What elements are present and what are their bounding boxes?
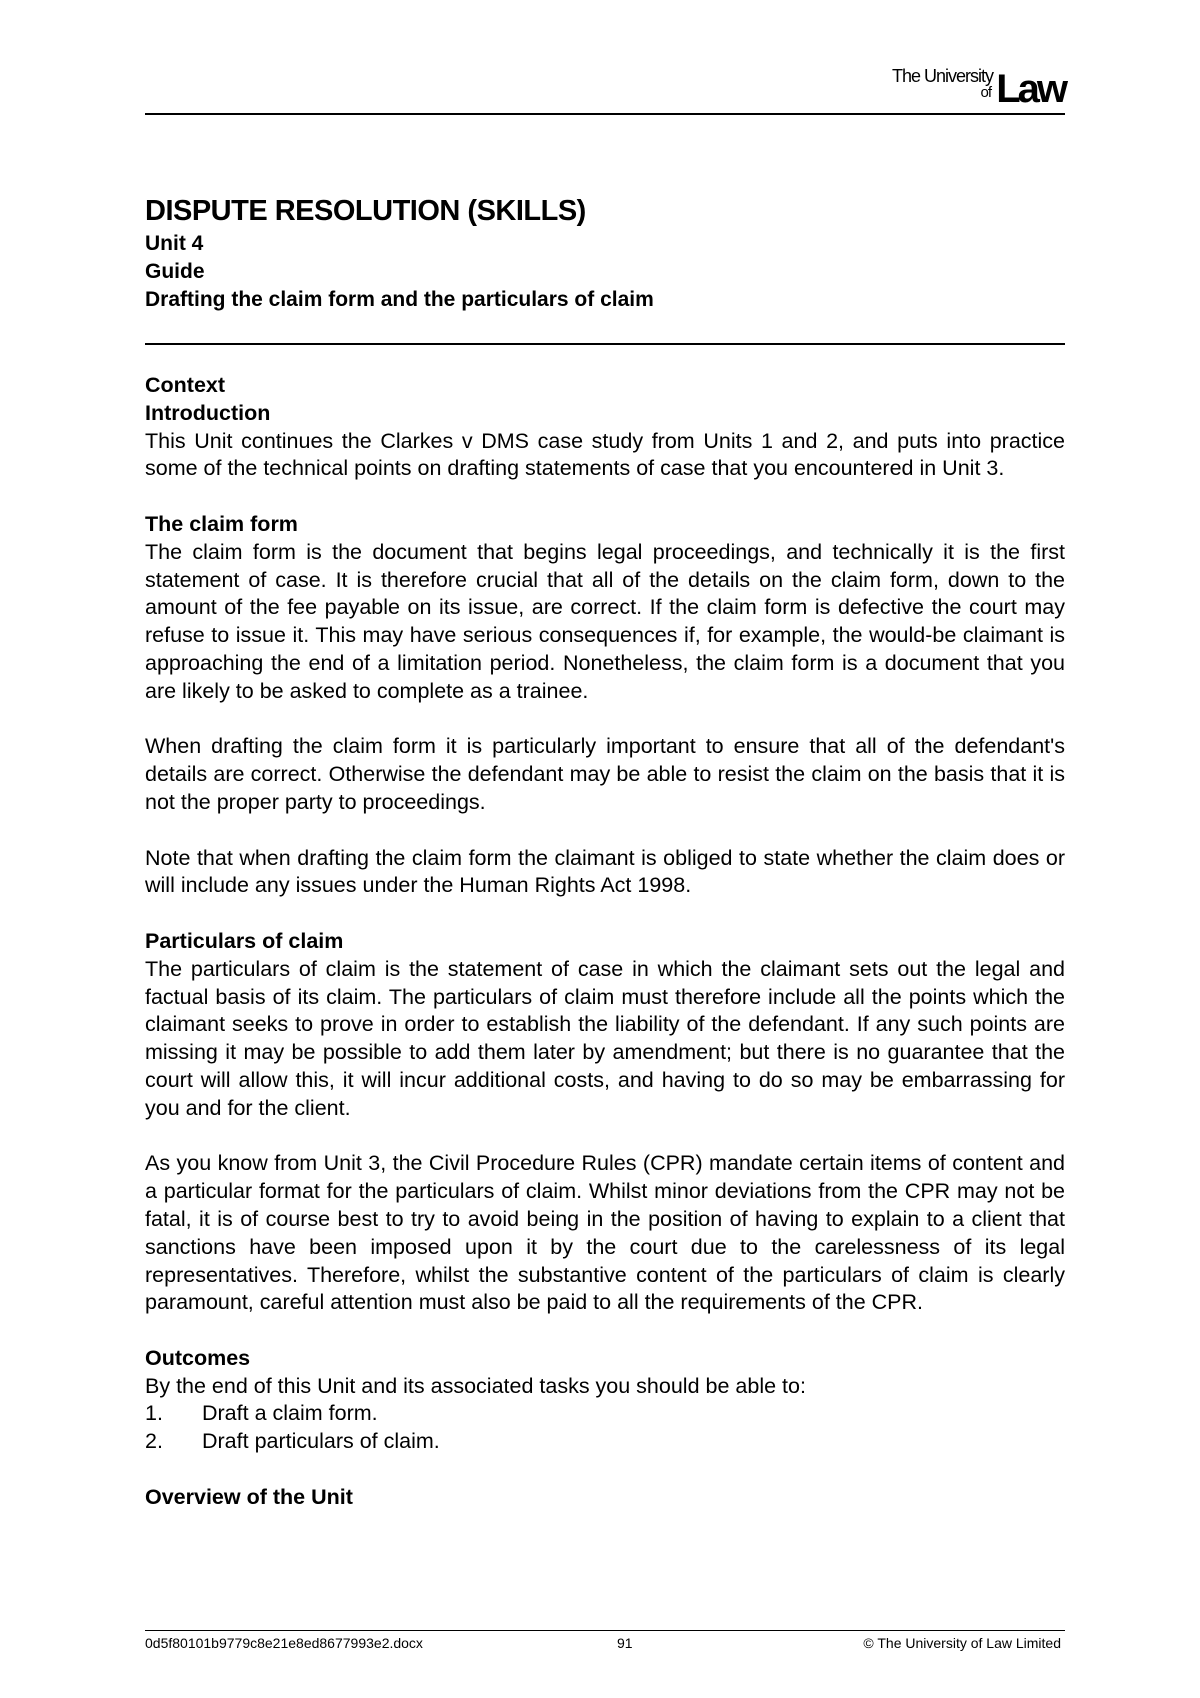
document-page	[145, 0, 1065, 1698]
footer-page-number: 91	[617, 1635, 633, 1651]
outcomes-heading: Outcomes	[145, 1345, 251, 1370]
list-item-text: Draft particulars of claim.	[202, 1429, 440, 1454]
header-divider	[145, 113, 1065, 115]
title-divider	[145, 343, 1065, 345]
list-item-number: 1.	[145, 1401, 163, 1426]
particulars-paragraph-2: As you know from Unit 3, the Civil Procedure Rules (CPR) mandate certain items of content and a particular format for the particulars of claim. Whilst minor deviations from the CPR may not be fatal, it is of course best to try to avoid being in the position of having to explain to a client that sanctions have been imposed upon it by the court due to the carelessness of its legal representatives. Therefore, whilst the substantive content of the particulars of claim is clearly paramount, careful attention must also be paid to all the requirements of the CPR.	[145, 1151, 1065, 1315]
particulars-heading: Particulars of claim	[145, 928, 344, 953]
title-block	[145, 192, 1065, 314]
university-of-law-logo	[845, 66, 1065, 110]
list-item	[145, 1428, 1065, 1456]
logo-text-law: Law	[996, 67, 1065, 111]
particulars-paragraph-1: The particulars of claim is the statement of case in which the claimant sets out the legal and factual basis of its claim. The particulars of claim must therefore include all the points which the claimant seeks to prove in order to establish the liability of the defendant. If any such points are missing it may be possible to add them later by amendment; but there is no guarantee that the court will allow this, it will incur additional costs, and having to do so may be embarrassing for you and for the client.	[145, 956, 1065, 1120]
list-item-text: Draft a claim form.	[202, 1401, 378, 1426]
outcomes-list	[145, 1400, 1065, 1456]
document-subtitle: Drafting the claim form and the particulars of claim	[145, 288, 654, 311]
list-item-number: 2.	[145, 1429, 163, 1454]
logo-text-university: The University	[891, 66, 993, 86]
footer-divider	[145, 1630, 1065, 1631]
footer-copyright: © The University of Law Limited	[863, 1635, 1061, 1651]
document-body	[145, 372, 1065, 1512]
context-heading: Context	[145, 373, 226, 397]
footer-filename: 0d5f80101b9779c8e21e8ed8677993e2.docx	[145, 1635, 423, 1651]
unit-label: Unit 4	[145, 232, 204, 255]
claim-form-paragraph-2: When drafting the claim form it is particularly important to ensure that all of the defendant's details are correct. Otherwise the defendant may be able to resist the claim on the basis that it is not the proper party to proceedings.	[145, 734, 1065, 814]
claim-form-paragraph-3: Note that when drafting the claim form the claimant is obliged to state whether the claim does or will include any issues under the Human Rights Act 1998.	[145, 845, 1065, 898]
introduction-paragraph: This Unit continues the Clarkes v DMS case study from Units 1 and 2, and puts into practice some of the technical points on drafting statements of case that you encountered in Unit 3.	[145, 428, 1065, 481]
logo-text-of: of	[980, 84, 991, 101]
outcomes-intro: By the end of this Unit and its associated tasks you should be able to:	[145, 1373, 806, 1398]
claim-form-heading: The claim form	[145, 511, 298, 536]
claim-form-paragraph-1: The claim form is the document that begins legal proceedings, and technically it is the first statement of case. It is therefore crucial that all of the details on the claim form, down to the amount of the fee payable on its issue, are correct. If the claim form is defective the court may refuse to issue it. This may have serious consequences if, for example, the would-be claimant is approaching the end of a limitation period. Nonetheless, the claim form is a document that you are likely to be asked to complete as a trainee.	[145, 539, 1065, 703]
introduction-heading: Introduction	[145, 400, 271, 425]
document-title: DISPUTE RESOLUTION (SKILLS)	[145, 195, 586, 227]
overview-heading: Overview of the Unit	[145, 1484, 353, 1509]
list-item	[145, 1400, 1065, 1428]
guide-label: Guide	[145, 260, 205, 283]
